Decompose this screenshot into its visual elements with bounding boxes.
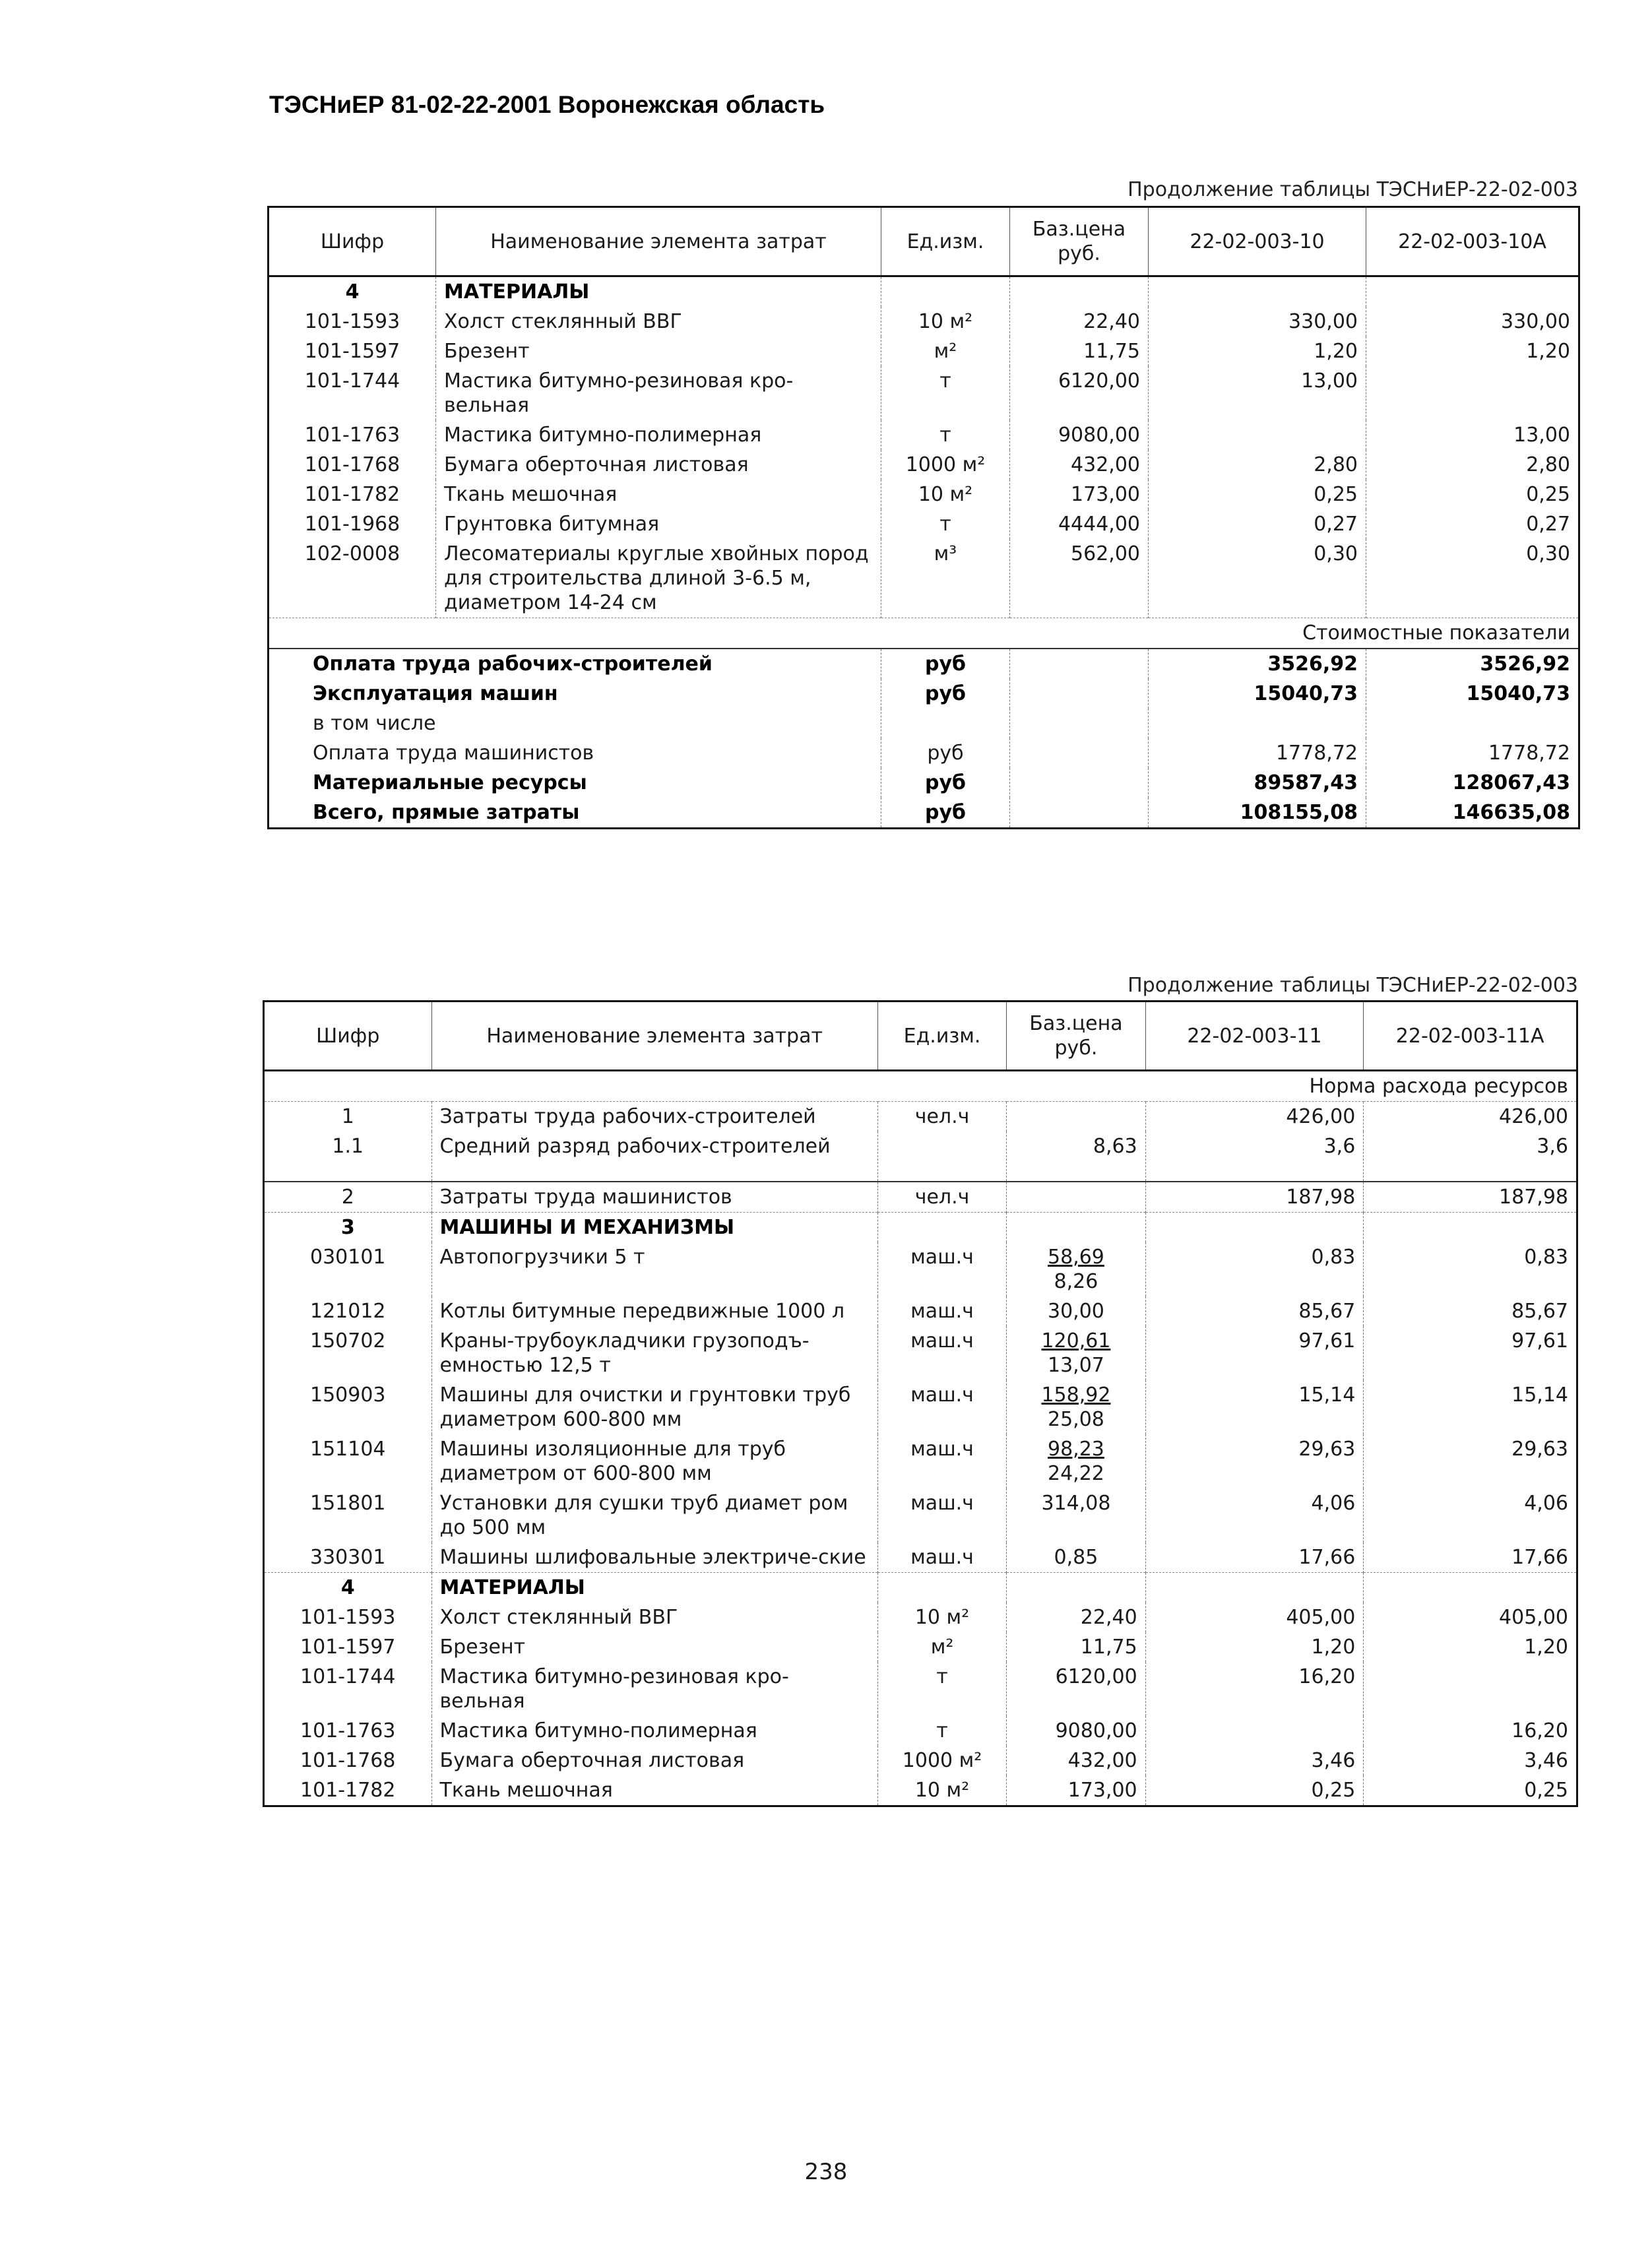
row-unit: маш.ч (877, 1434, 1006, 1488)
row-name: Мастика битумно-резиновая кро-вельная (436, 366, 881, 420)
row-value-a: 0,25 (1149, 480, 1366, 509)
row-code: 330301 (309, 1546, 386, 1569)
row-base-price (1007, 1182, 1145, 1213)
summary-row (269, 649, 1579, 679)
row-unit: т (877, 1716, 1006, 1746)
summary-row (269, 738, 1579, 768)
row-base-price: 9080,00 (1007, 1716, 1145, 1746)
summary-value-a: 1778,72 (1149, 738, 1366, 768)
row-code: 101-1968 (304, 513, 400, 536)
row-value-a: 1,20 (1149, 336, 1366, 366)
row-base-price: 562,00 (1010, 539, 1149, 618)
row-unit: маш.ч (877, 1543, 1006, 1573)
row-value-b: 3,46 (1364, 1746, 1577, 1775)
machine-price: 0,85 (1054, 1546, 1098, 1569)
row-value-b: 1,20 (1366, 336, 1579, 366)
row-name: Бумага оберточная листовая (436, 450, 881, 480)
row-unit: 10 м² (881, 480, 1010, 509)
row-unit: м³ (881, 539, 1010, 618)
header-unit: Ед.изм. (877, 1002, 1006, 1071)
row-value-a: 1,20 (1145, 1632, 1364, 1662)
row-base-price (1007, 1326, 1145, 1380)
empty-cell (1145, 1213, 1364, 1243)
row-base-price (1007, 1543, 1145, 1573)
row-value-b: 4,06 (1364, 1488, 1577, 1543)
table2-header-row (264, 1002, 1577, 1071)
resource-norm-label (264, 1071, 1577, 1102)
row-name: Ткань мешочная (436, 480, 881, 509)
material-row (269, 539, 1579, 618)
row-unit: маш.ч (877, 1326, 1006, 1380)
row-base-price: 8,63 (1007, 1131, 1145, 1182)
row-name: Брезент (431, 1632, 877, 1662)
row-value-b: 16,20 (1364, 1716, 1577, 1746)
row-name: Грунтовка битумная (436, 509, 881, 539)
row-name: Машины шлифовальные электриче-ские (431, 1543, 877, 1573)
row-unit: т (881, 366, 1010, 420)
row-value-a: 2,80 (1149, 450, 1366, 480)
row-value-a: 330,00 (1149, 307, 1366, 336)
table2-continuation-caption: Продолжение таблицы ТЭСНиЕР-22-02-003 (1128, 974, 1578, 997)
header-base-price: Баз.цена руб. (1010, 207, 1149, 276)
machine-price: 158,92 (1041, 1384, 1111, 1407)
summary-value-a: 89587,43 (1149, 768, 1366, 798)
row-name: Холст стеклянный ВВГ (431, 1603, 877, 1632)
row-unit: 10 м² (877, 1603, 1006, 1632)
material-row (269, 450, 1579, 480)
empty-cell (877, 1573, 1006, 1603)
row-code: 150903 (309, 1384, 386, 1407)
machine-price: 58,69 (1048, 1246, 1104, 1269)
empty-cell (1010, 768, 1149, 798)
section-code: 4 (264, 1573, 432, 1603)
machine-price: 120,61 (1041, 1329, 1111, 1353)
row-unit: маш.ч (877, 1380, 1006, 1434)
empty-cell (1010, 649, 1149, 679)
row-code: 101-1744 (304, 369, 400, 393)
row-unit: м² (877, 1632, 1006, 1662)
material-row (264, 1775, 1577, 1806)
row-value-b: 85,67 (1364, 1296, 1577, 1326)
material-row (264, 1662, 1577, 1716)
row-value-b: 1,20 (1364, 1632, 1577, 1662)
row-code: 101-1763 (304, 424, 400, 447)
material-row (264, 1746, 1577, 1775)
machinist-wage: 8,26 (1054, 1270, 1098, 1293)
row-base-price: 22,40 (1007, 1603, 1145, 1632)
header-col-a: 22-02-003-10 (1149, 207, 1366, 276)
row-name: Машины для очистки и грунтовки труб диаметром 600-800 мм (431, 1380, 877, 1434)
header-base-price: Баз.цена руб. (1007, 1002, 1145, 1071)
row-code: 030101 (309, 1246, 386, 1269)
machine-row (264, 1543, 1577, 1573)
row-value-a: 15,14 (1145, 1380, 1364, 1434)
header-col-a: 22-02-003-11 (1145, 1002, 1364, 1071)
section-code: 3 (264, 1213, 432, 1243)
row-value-a: 3,46 (1145, 1746, 1364, 1775)
row-value-b: 187,98 (1364, 1182, 1577, 1213)
row-value-a: 0,25 (1145, 1775, 1364, 1806)
row-value-a: 16,20 (1145, 1662, 1364, 1716)
row-unit: маш.ч (877, 1488, 1006, 1543)
header-code: Шифр (269, 207, 436, 276)
summary-unit: руб (881, 738, 1010, 768)
row-name: Ткань мешочная (431, 1775, 877, 1806)
row-value-b (1366, 366, 1579, 420)
machinist-wage: 24,22 (1048, 1462, 1104, 1485)
machine-price: 98,23 (1048, 1438, 1104, 1461)
labor-row (264, 1102, 1577, 1132)
summary-value-b: 146635,08 (1366, 798, 1579, 829)
row-value-b: 0,25 (1366, 480, 1579, 509)
section-row-machines (264, 1213, 1577, 1243)
material-row (269, 307, 1579, 336)
row-name: Котлы битумные передвижные 1000 л (431, 1296, 877, 1326)
row-code: 102-0008 (304, 542, 400, 565)
row-name: Затраты труда рабочих-строителей (431, 1102, 877, 1132)
row-value-a: 3,6 (1145, 1131, 1364, 1182)
summary-value-b: 3526,92 (1366, 649, 1579, 679)
material-row (269, 480, 1579, 509)
row-base-price: 22,40 (1010, 307, 1149, 336)
row-base-price (1007, 1296, 1145, 1326)
row-code: 1 (264, 1102, 432, 1132)
row-base-price (1007, 1380, 1145, 1434)
row-value-a: 426,00 (1145, 1102, 1364, 1132)
summary-unit: руб (881, 798, 1010, 829)
row-code: 151104 (309, 1438, 386, 1461)
row-code: 150702 (309, 1329, 386, 1353)
row-code: 101-1768 (300, 1749, 396, 1772)
row-value-b: 2,80 (1366, 450, 1579, 480)
row-unit: 10 м² (877, 1775, 1006, 1806)
row-unit (877, 1131, 1006, 1182)
summary-unit: руб (881, 679, 1010, 709)
material-row (269, 366, 1579, 420)
row-code: 101-1782 (304, 483, 400, 506)
row-unit: т (877, 1662, 1006, 1716)
summary-label: в том числе (313, 712, 436, 735)
row-value-b: 330,00 (1366, 307, 1579, 336)
row-code: 2 (264, 1182, 432, 1213)
row-name: Краны-трубоукладчики грузоподъ-емностью 12,5 т (431, 1326, 877, 1380)
row-value-b: 3,6 (1364, 1131, 1577, 1182)
summary-label: Всего, прямые затраты (313, 801, 580, 824)
header-col-b: 22-02-003-11А (1364, 1002, 1577, 1071)
row-code: 1.1 (332, 1135, 364, 1158)
row-unit: чел.ч (877, 1102, 1006, 1132)
row-base-price: 432,00 (1010, 450, 1149, 480)
material-row (269, 509, 1579, 539)
row-name: Средний разряд рабочих-строителей (431, 1131, 877, 1182)
summary-value-a: 108155,08 (1149, 798, 1366, 829)
row-value-a: 0,83 (1145, 1242, 1364, 1296)
row-name: Холст стеклянный ВВГ (436, 307, 881, 336)
resource-norm-label-text: Норма расхода ресурсов (264, 1071, 1577, 1102)
summary-label: Эксплуатация машин (313, 682, 558, 705)
table1 (267, 206, 1578, 829)
empty-cell (1010, 798, 1149, 829)
header-code: Шифр (264, 1002, 432, 1071)
table2 (263, 1000, 1578, 1807)
page-number: 238 (804, 2159, 848, 2185)
document-title: ТЭСНиЕР 81-02-22-2001 Воронежская область (269, 91, 825, 118)
row-unit: 1000 м² (877, 1746, 1006, 1775)
row-value-a: 13,00 (1149, 366, 1366, 420)
row-code: 121012 (309, 1300, 386, 1323)
material-row (264, 1603, 1577, 1632)
row-name: Автопогрузчики 5 т (431, 1242, 877, 1296)
row-base-price: 6120,00 (1007, 1662, 1145, 1716)
cost-indicators-label (269, 618, 1579, 649)
empty-cell (1010, 738, 1149, 768)
material-row (264, 1716, 1577, 1746)
summary-row (269, 798, 1579, 829)
row-value-a: 17,66 (1145, 1543, 1364, 1573)
machine-price: 314,08 (1041, 1492, 1111, 1515)
summary-value-a: 3526,92 (1149, 649, 1366, 679)
summary-row (269, 709, 1579, 738)
header-name: Наименование элемента затрат (431, 1002, 877, 1071)
empty-cell (1007, 1573, 1145, 1603)
machine-row (264, 1434, 1577, 1488)
empty-cell (1010, 679, 1149, 709)
row-unit: 1000 м² (881, 450, 1010, 480)
row-value-a: 29,63 (1145, 1434, 1364, 1488)
row-unit: маш.ч (877, 1242, 1006, 1296)
row-value-a (1145, 1716, 1364, 1746)
row-base-price: 4444,00 (1010, 509, 1149, 539)
row-name: Мастика битумно-полимерная (431, 1716, 877, 1746)
row-base-price (1007, 1102, 1145, 1132)
row-name: Машины изоляционные для труб диаметром от 600-800 мм (431, 1434, 877, 1488)
machinist-wage: 13,07 (1048, 1354, 1104, 1377)
row-name: Затраты труда машинистов (431, 1182, 877, 1213)
header-unit: Ед.изм. (881, 207, 1010, 276)
cost-indicators-label-text: Стоимостные показатели (269, 618, 1579, 649)
row-code: 151801 (309, 1492, 386, 1515)
header-name: Наименование элемента затрат (436, 207, 881, 276)
row-value-a: 85,67 (1145, 1296, 1364, 1326)
row-name: Лесоматериалы круглые хвойных пород для строительства длиной 3-6.5 м, диаметром 14-24 см (436, 539, 881, 618)
material-row (264, 1632, 1577, 1662)
row-value-b: 0,27 (1366, 509, 1579, 539)
row-value-b: 15,14 (1364, 1380, 1577, 1434)
row-base-price: 173,00 (1007, 1775, 1145, 1806)
row-unit: т (881, 420, 1010, 450)
row-code: 101-1768 (304, 453, 400, 476)
header-col-b: 22-02-003-10А (1366, 207, 1579, 276)
section-row-materials (264, 1573, 1577, 1603)
summary-value-b: 1778,72 (1366, 738, 1579, 768)
machine-row (264, 1296, 1577, 1326)
row-name: Брезент (436, 336, 881, 366)
row-value-b: 29,63 (1364, 1434, 1577, 1488)
summary-label: Оплата труда машинистов (313, 742, 594, 765)
empty-cell (1010, 709, 1149, 738)
labor-row (264, 1182, 1577, 1213)
row-base-price (1007, 1488, 1145, 1543)
row-code: 101-1593 (300, 1606, 396, 1629)
row-unit: м² (881, 336, 1010, 366)
row-code: 101-1782 (300, 1779, 396, 1802)
row-unit: чел.ч (877, 1182, 1006, 1213)
material-row (269, 336, 1579, 366)
summary-label: Материальные ресурсы (313, 771, 587, 794)
empty-cell (1364, 1213, 1577, 1243)
empty-cell (1145, 1573, 1364, 1603)
row-base-price (1007, 1434, 1145, 1488)
row-code: 101-1597 (304, 340, 400, 363)
machine-row (264, 1488, 1577, 1543)
machine-price: 30,00 (1048, 1300, 1104, 1323)
material-row (269, 420, 1579, 450)
empty-cell (877, 1213, 1006, 1243)
row-value-a: 405,00 (1145, 1603, 1364, 1632)
row-unit: т (881, 509, 1010, 539)
summary-row (269, 768, 1579, 798)
summary-value-b: 128067,43 (1366, 768, 1579, 798)
row-value-a: 0,30 (1149, 539, 1366, 618)
row-unit: 10 м² (881, 307, 1010, 336)
summary-unit: руб (881, 649, 1010, 679)
row-code: 101-1744 (300, 1665, 396, 1688)
labor-row (264, 1131, 1577, 1182)
row-code: 101-1763 (300, 1719, 396, 1742)
row-value-b: 17,66 (1364, 1543, 1577, 1573)
row-value-b: 0,83 (1364, 1242, 1577, 1296)
row-name: Бумага оберточная листовая (431, 1746, 877, 1775)
summary-value-b: 15040,73 (1366, 679, 1579, 709)
row-base-price: 9080,00 (1010, 420, 1149, 450)
row-name: Мастика битумно-резиновая кро-вельная (431, 1662, 877, 1716)
section-title: МАТЕРИАЛЫ (431, 1573, 877, 1603)
section-title: МАТЕРИАЛЫ (436, 276, 881, 307)
row-value-b: 426,00 (1364, 1102, 1577, 1132)
summary-value-b (1366, 709, 1579, 738)
row-value-b: 0,30 (1366, 539, 1579, 618)
row-base-price: 432,00 (1007, 1746, 1145, 1775)
summary-value-a: 15040,73 (1149, 679, 1366, 709)
row-value-b: 405,00 (1364, 1603, 1577, 1632)
empty-cell (1007, 1213, 1145, 1243)
section-title: МАШИНЫ И МЕХАНИЗМЫ (431, 1213, 877, 1243)
row-value-b: 13,00 (1366, 420, 1579, 450)
row-value-b: 97,61 (1364, 1326, 1577, 1380)
row-value-a: 97,61 (1145, 1326, 1364, 1380)
row-code: 101-1593 (304, 310, 400, 333)
row-unit: маш.ч (877, 1296, 1006, 1326)
row-value-b: 0,25 (1364, 1775, 1577, 1806)
row-base-price: 173,00 (1010, 480, 1149, 509)
summary-value-a (1149, 709, 1366, 738)
row-value-b (1364, 1662, 1577, 1716)
row-base-price: 6120,00 (1010, 366, 1149, 420)
empty-cell (1364, 1573, 1577, 1603)
row-base-price: 11,75 (1007, 1632, 1145, 1662)
row-value-a: 0,27 (1149, 509, 1366, 539)
row-name: Мастика битумно-полимерная (436, 420, 881, 450)
section-code: 4 (345, 280, 360, 303)
machine-row (264, 1242, 1577, 1296)
row-value-a (1149, 420, 1366, 450)
row-value-a: 4,06 (1145, 1488, 1364, 1543)
section-row-materials (269, 276, 1579, 307)
table1-continuation-caption: Продолжение таблицы ТЭСНиЕР-22-02-003 (1128, 178, 1578, 201)
summary-unit (881, 709, 1010, 738)
row-base-price: 11,75 (1010, 336, 1149, 366)
row-value-a: 187,98 (1145, 1182, 1364, 1213)
summary-label: Оплата труда рабочих-строителей (269, 649, 881, 679)
machinist-wage: 25,08 (1048, 1408, 1104, 1431)
machine-row (264, 1380, 1577, 1434)
summary-unit: руб (881, 768, 1010, 798)
table1-header-row (269, 207, 1579, 276)
row-name: Установки для сушки труб диамет ром до 500 мм (431, 1488, 877, 1543)
summary-row (269, 679, 1579, 709)
row-code: 101-1597 (300, 1636, 396, 1659)
machine-row (264, 1326, 1577, 1380)
row-base-price (1007, 1242, 1145, 1296)
